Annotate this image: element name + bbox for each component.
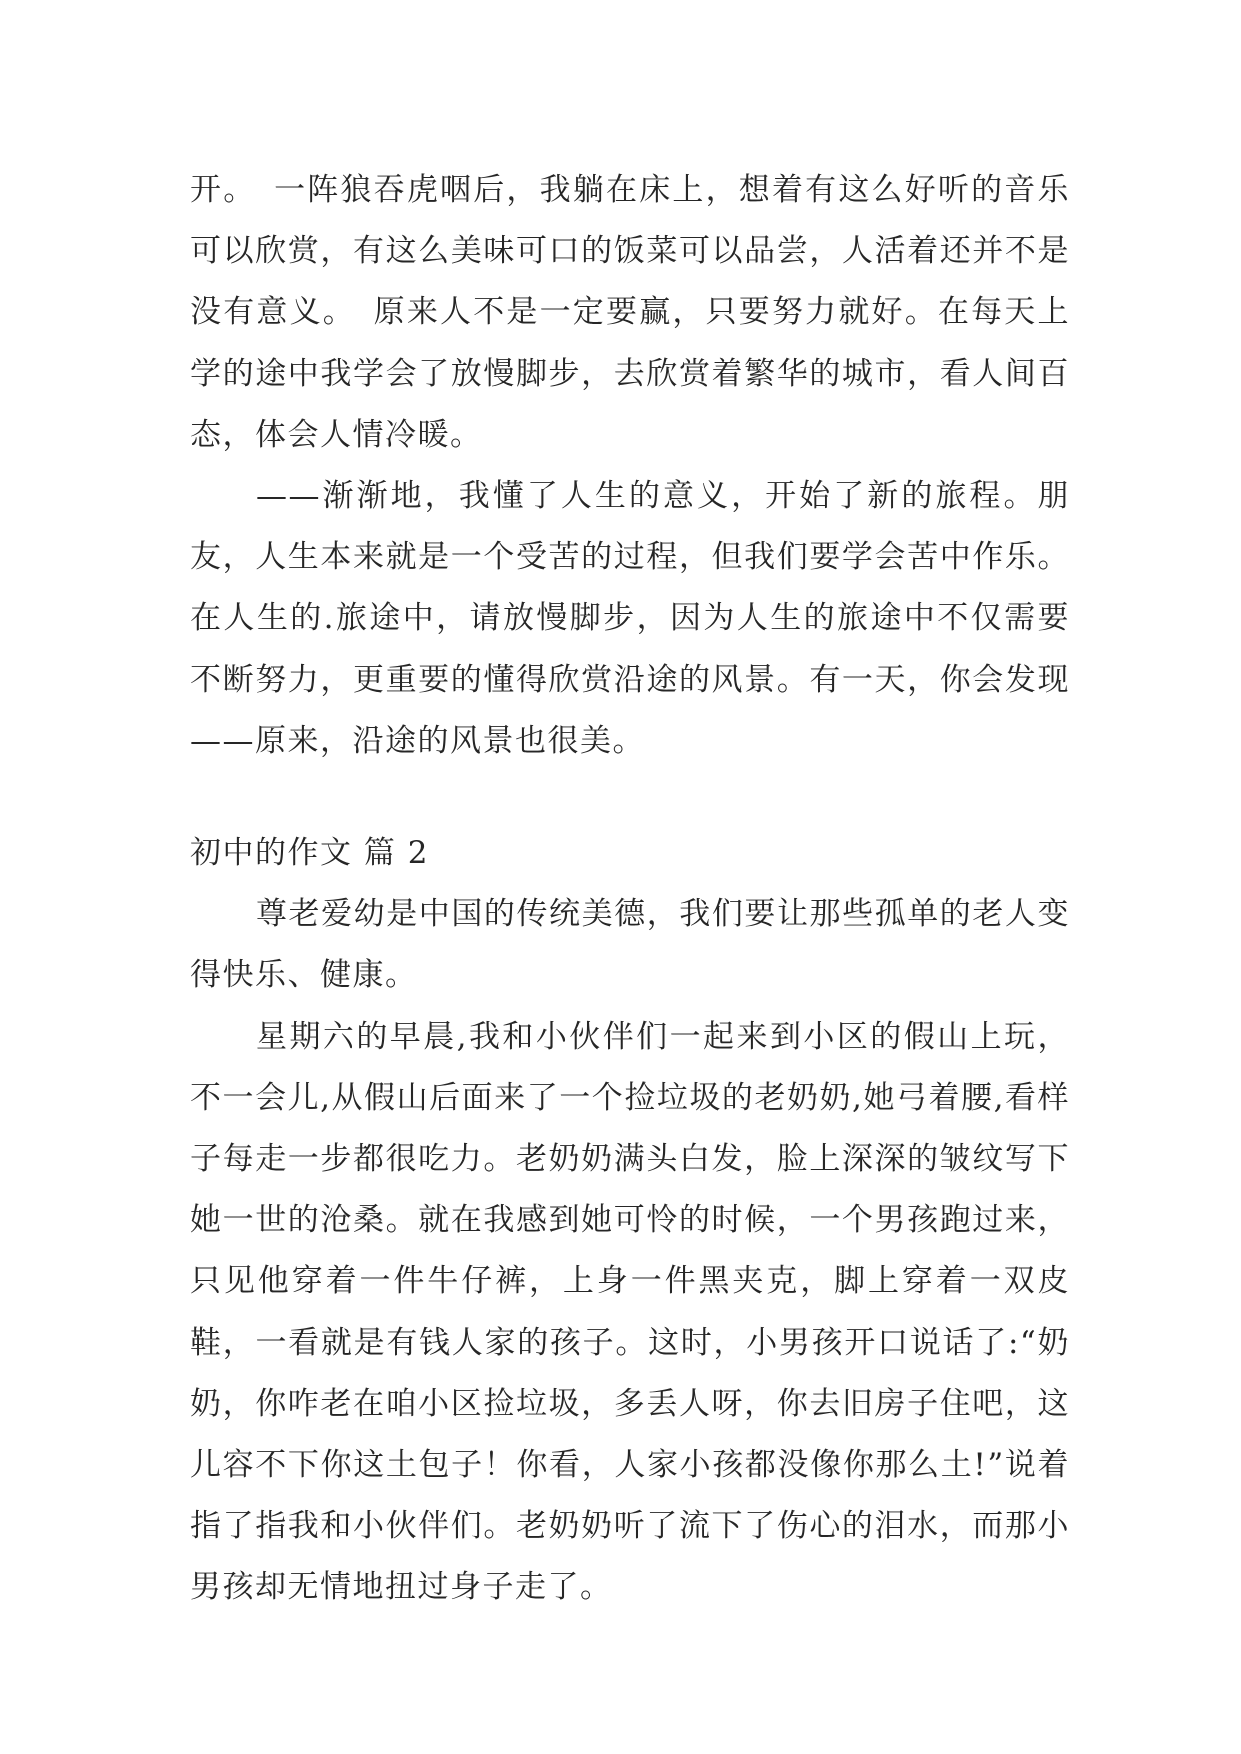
paragraph-saturday-story: 星期六的早晨,我和小伙伴们一起来到小区的假山上玩，不一会儿,从假山后面来了一个捡垃圾的老奶奶,她弓着腰,看样子每走一步都很吃力。老奶奶满头白发，脸上深深的皱纹写下她一世的沧桑。就在我感到她可怜的时候，一个男孩跑过来，只见他穿着一件牛仔裤，上身一件黑夹克，脚上穿着一双皮鞋，一看就是有钱人家的孩子。这时，小男孩开口说话了:“奶奶，你咋老在咱小区捡垃圾，多丢人呀，你去旧房子住吧，这儿容不下你这土包子！你看，人家小孩都没像你那么土!”说着指了指我和小伙伴们。老奶奶听了流下了伤心的泪水，而那小男孩却无情地扭过身子走了。 [190,1018,1070,1606]
document-body [190,160,1070,1619]
essay-heading: 初中的作文 篇 2 [190,835,429,872]
paragraph-life-meaning: ——渐渐地，我懂了人生的意义，开始了新的旅程。朋友，人生本来就是一个受苦的过程，但我们要学会苦中作乐。在人生的.旅途中，请放慢脚步，因为人生的旅途中不仅需要不断努力，更重要的懂得欣赏沿途的风景。有一天，你会发现——原来，沿途的风景也很美。 [190,478,1070,759]
paragraph-respect-elders: 尊老爱幼是中国的传统美德，我们要让那些孤单的老人变得快乐、健康。 [190,896,1070,994]
paragraph-continued: 开。 一阵狼吞虎咽后，我躺在床上，想着有这么好听的音乐可以欣赏，有这么美味可口的饭菜可以品尝，人活着还并不是没有意义。 原来人不是一定要赢，只要努力就好。在每天上学的途中我学会了放慢脚步，去欣赏着繁华的城市，看人间百态，体会人情冷暖。 [190,172,1070,453]
